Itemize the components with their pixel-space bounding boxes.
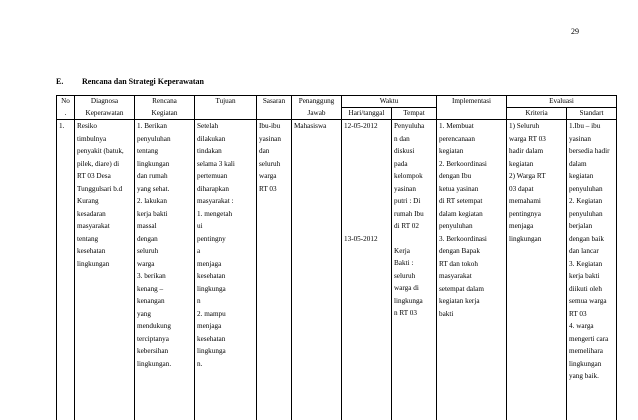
cell-standart — [567, 120, 617, 420]
header-kegiatan: Kegiatan — [135, 108, 195, 120]
header-waktu: Waktu — [342, 96, 437, 108]
text-line: yasinan — [394, 183, 434, 196]
text-line: pilek, diare) di — [77, 158, 132, 171]
text-line: warga RT 03 — [509, 133, 564, 146]
cell-no: 1. — [57, 120, 75, 420]
text-line: n RT 03 — [394, 307, 434, 320]
text-line: Penyuluha — [394, 120, 434, 133]
text-line: seluruh — [394, 270, 434, 283]
text-line: Kerja — [394, 245, 434, 258]
text-line: lingkunga — [197, 345, 254, 358]
text-line: berjalan — [569, 220, 614, 233]
text-line: penyuluhan — [569, 208, 614, 221]
text-line: 2. Kegiatan — [569, 195, 614, 208]
header-tempat: Tempat — [392, 108, 437, 120]
text-line: RT 03 — [259, 183, 289, 196]
text-line: n — [197, 295, 254, 308]
text-line: dan rumah — [137, 170, 192, 183]
text-line: yasinan — [259, 133, 289, 146]
text-line: 2. mampu — [197, 308, 254, 321]
text-line: putri : Di — [394, 195, 434, 208]
section-title: Rencana dan Strategi Keperawatan — [82, 77, 204, 86]
text-line: bakti — [439, 308, 504, 321]
text-line: yang sehat. — [137, 183, 192, 196]
section-label: E. — [56, 77, 82, 86]
header-kriteria: Kriteria — [507, 108, 567, 120]
text-line: diikuti oleh — [569, 283, 614, 296]
text-line: Kurang — [77, 195, 132, 208]
header-no-dot: . — [57, 108, 75, 120]
text-line: dengan baik — [569, 233, 614, 246]
text-line: lingkunga — [394, 295, 434, 308]
text-line: tindakan — [197, 145, 254, 158]
text-line: dalam kegiatan — [439, 208, 504, 221]
text-line: kerja bakti — [569, 270, 614, 283]
text-line: dengan Ibu — [439, 170, 504, 183]
text-line: kesehatan — [77, 245, 132, 258]
text-line: kesehatan — [197, 333, 254, 346]
text-line: yasinan — [569, 133, 614, 146]
section-heading — [56, 77, 204, 86]
header-row-2 — [57, 108, 617, 120]
text-line: mengerti cara — [569, 333, 614, 346]
text-line: seluruh — [137, 245, 192, 258]
table-row — [57, 120, 617, 420]
text-line: penyakit (batuk, — [77, 145, 132, 158]
text-line: mendukung — [137, 320, 192, 333]
text-line: tentang — [137, 145, 192, 158]
text-line: memelihara — [569, 345, 614, 358]
text-line: timbulnya — [77, 133, 132, 146]
text-line: perencanaan — [439, 133, 504, 146]
text-line: n. — [197, 358, 254, 371]
text-line: n dan — [394, 133, 434, 146]
text-line: 03 dapat — [509, 183, 564, 196]
text-line: penyuluhan — [569, 183, 614, 196]
text-line: warga — [137, 258, 192, 271]
page-number: 29 — [571, 27, 579, 36]
text-line: penyuluhan — [439, 220, 504, 233]
text-line: pada — [394, 158, 434, 171]
text-line: RT 03 — [569, 308, 614, 321]
text-line: yang — [137, 308, 192, 321]
text-line: Bakti : — [394, 257, 434, 270]
cell-penanggung: Mahasiswa — [292, 120, 342, 420]
cell-tujuan — [195, 120, 257, 420]
text-line: lingkungan — [77, 258, 132, 271]
text-line: pertemuan — [197, 170, 254, 183]
text-line: 2) Warga RT — [509, 170, 564, 183]
text-line: di RT 02 — [394, 220, 434, 233]
text-line: warga — [259, 170, 289, 183]
text-line: lingkungan — [137, 158, 192, 171]
text-line: menjaga — [509, 220, 564, 233]
text-line: menjaga — [197, 320, 254, 333]
text-line: Setelah — [197, 120, 254, 133]
text-line: kerja bakti — [137, 208, 192, 221]
text-line: 1. Membuat — [439, 120, 504, 133]
text-line: lingkungan — [509, 233, 564, 246]
text-line: seluruh — [259, 158, 289, 171]
text-line: dan — [259, 145, 289, 158]
text-line: rumah Ibu — [394, 208, 434, 221]
header-sasaran: Sasaran — [257, 96, 292, 108]
text-line: dan lancar — [569, 245, 614, 258]
text-line: pentingnya — [509, 208, 564, 221]
text-line: tentang — [77, 233, 132, 246]
text-line: 3. berikan — [137, 270, 192, 283]
header-keperawatan: Keperawatan — [75, 108, 135, 120]
header-no: No — [57, 96, 75, 108]
text-line: ui — [197, 220, 254, 233]
text-line: kenangan — [137, 295, 192, 308]
header-implementasi: Implementasi — [437, 96, 507, 108]
header-row-1 — [57, 96, 617, 108]
text-line: 2. Berkoordinasi — [439, 158, 504, 171]
text-line: 3. Kegiatan — [569, 258, 614, 271]
header-penanggung: Penanggung — [292, 96, 342, 108]
text-line: kebersihan — [137, 345, 192, 358]
text-line: lingkungan. — [137, 358, 192, 371]
header-jawab: Jawab — [292, 108, 342, 120]
text-line: 1. Berikan — [137, 120, 192, 133]
text-line: RT 03 Desa — [77, 170, 132, 183]
cell-sasaran — [257, 120, 292, 420]
text-line: dilakukan — [197, 133, 254, 146]
text-line: masyarakat — [439, 270, 504, 283]
text-line: RT dan tokoh — [439, 258, 504, 271]
text-line: penyuluhan — [137, 133, 192, 146]
text-line: 2. lakukan — [137, 195, 192, 208]
text-line: massal — [137, 220, 192, 233]
text-line: selama 3 kali — [197, 158, 254, 171]
header-hari-tanggal: Hari/tanggal — [342, 108, 392, 120]
text-line: ketua yasinan — [439, 183, 504, 196]
text-line: Tunggulsari b.d — [77, 183, 132, 196]
text-line: kegiatan — [509, 158, 564, 171]
cell-implementasi — [437, 120, 507, 420]
text-line: masyarakat : — [197, 195, 254, 208]
header-diagnosa: Diagnosa — [75, 96, 135, 108]
text-line: memahami — [509, 195, 564, 208]
text-line: kegiatan kerja — [439, 295, 504, 308]
text-line: diskusi — [394, 145, 434, 158]
text-line: a — [197, 245, 254, 258]
tanggal-2: 13-05-2012 — [344, 233, 389, 246]
text-line: kesadaran — [77, 208, 132, 221]
text-line: setempat dalam — [439, 283, 504, 296]
cell-diagnosa — [75, 120, 135, 420]
text-line: yang baik. — [569, 370, 614, 383]
text-line: kelompok — [394, 170, 434, 183]
text-line: Resiko — [77, 120, 132, 133]
text-line: lingkungan — [569, 358, 614, 371]
text-line: 1. mengetah — [197, 208, 254, 221]
header-rencana: Rencana — [135, 96, 195, 108]
cell-kriteria — [507, 120, 567, 420]
text-line: di RT setempat — [439, 195, 504, 208]
text-line: dengan — [137, 233, 192, 246]
tempat-2 — [394, 245, 434, 320]
header-tujuan: Tujuan — [195, 96, 257, 108]
cell-tempat — [392, 120, 437, 420]
text-line: kenang – — [137, 283, 192, 296]
text-line: terciptanya — [137, 333, 192, 346]
text-line: bersedia hadir — [569, 145, 614, 158]
cell-rencana — [135, 120, 195, 420]
care-plan-table — [56, 95, 617, 420]
text-line: 4. warga — [569, 320, 614, 333]
text-line: diharapkan — [197, 183, 254, 196]
tempat-1 — [394, 120, 434, 233]
text-line: dengan Bapak — [439, 245, 504, 258]
text-line: hadir dalam — [509, 145, 564, 158]
text-line: pentingny — [197, 233, 254, 246]
text-line: 3. Berkoordinasi — [439, 233, 504, 246]
text-line: Ibu-ibu — [259, 120, 289, 133]
text-line: masyarakat — [77, 220, 132, 233]
text-line: kesehatan — [197, 270, 254, 283]
text-line: lingkunga — [197, 283, 254, 296]
text-line: semua warga — [569, 295, 614, 308]
text-line: warga di — [394, 282, 434, 295]
tanggal-1: 12-05-2012 — [344, 120, 389, 133]
header-evaluasi: Evaluasi — [507, 96, 617, 108]
text-line: 1.Ibu – ibu — [569, 120, 614, 133]
text-line: 1) Seluruh — [509, 120, 564, 133]
text-line: kegiatan — [569, 170, 614, 183]
text-line: kegiatan — [439, 145, 504, 158]
header-standart: Standart — [567, 108, 617, 120]
text-line: menjaga — [197, 258, 254, 271]
text-line: dalam — [569, 158, 614, 171]
cell-tanggal — [342, 120, 392, 420]
